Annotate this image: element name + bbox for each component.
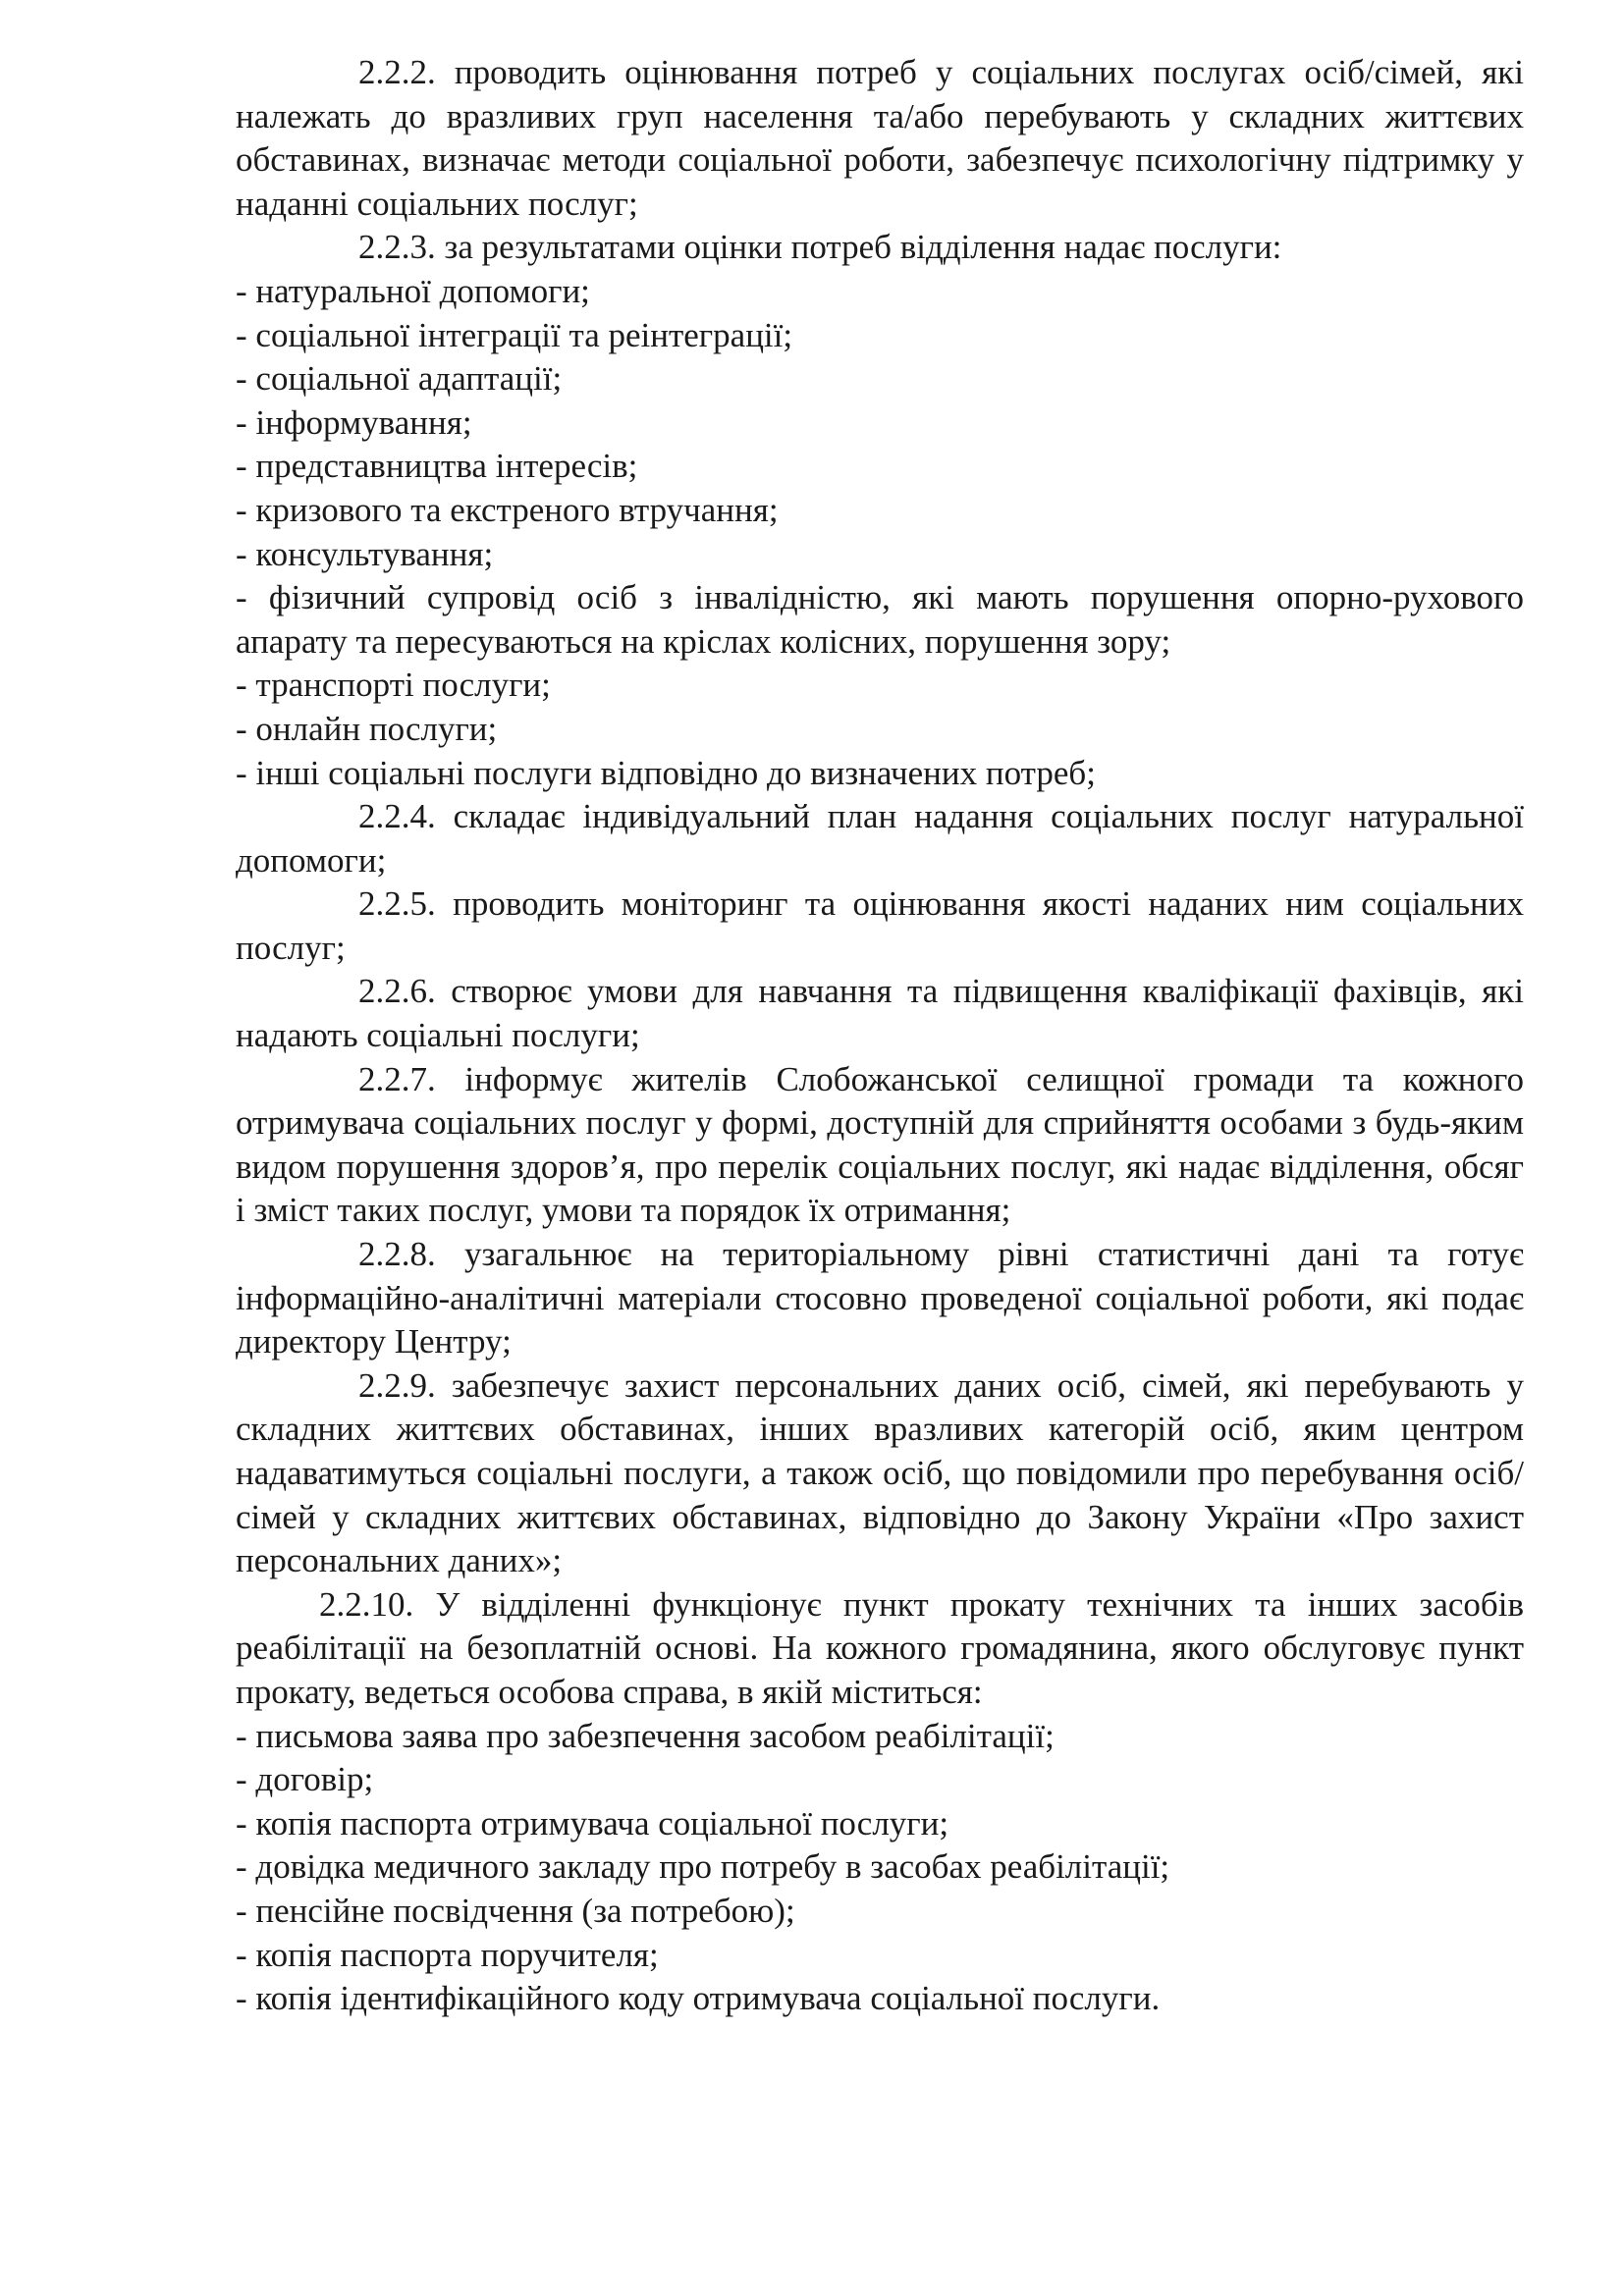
paragraph-2-2-8: 2.2.8. узагальнює на територіальному рівні статистичні дані та готує інформаційно-аналітичні матеріали стосовно проведеної соціальної роботи, які подає директору Центру;: [236, 1235, 1524, 1362]
list-item: - соціальної інтеграції та реінтеграції;: [236, 315, 793, 354]
list-item: - інші соціальні послуги відповідно до визначених потреб;: [236, 753, 1096, 792]
paragraph-2-2-7: 2.2.7. інформує жителів Слобожанської селищної громади та кожного отримувача соціальних послуг у формі, доступній для сприйняття особами з будь-яким видом порушення здоров’я, про перелік соціальних послуг, які надає відділення, обсяг і зміст таких послуг, умови та порядок їх отримання;: [236, 1059, 1524, 1230]
document-page: [236, 51, 1524, 2021]
list-item: - кризового та екстреного втручання;: [236, 490, 779, 529]
list-item: - фізичний супровід осіб з інвалідністю, які мають порушення опорно-рухового апарату та пересуваються на кріслах колісних, порушення зору;: [236, 578, 1524, 661]
list-item: - копія паспорта поручителя;: [236, 1935, 659, 1974]
paragraph-2-2-10: 2.2.10. У відділенні функціонує пункт прокату технічних та інших засобів реабілітації на безоплатній основі. На кожного громадянина, якого обслуговує пункт прокату, ведеться особова справа, в якій міститься:: [236, 1584, 1524, 1711]
paragraph-2-2-5: 2.2.5. проводить моніторинг та оцінювання якості наданих ним соціальних послуг;: [236, 884, 1524, 967]
list-item: - соціальної адаптації;: [236, 359, 563, 399]
list-item: - консультування;: [236, 534, 494, 573]
paragraph-2-2-6: 2.2.6. створює умови для навчання та підвищення кваліфікації фахівців, які надають соціальні послуги;: [236, 972, 1524, 1055]
paragraph-2-2-3: 2.2.3. за результатами оцінки потреб відділення надає послуги:: [358, 228, 1282, 267]
paragraph-2-2-2: 2.2.2. проводить оцінювання потреб у соціальних послугах осіб/сімей, які належать до вразливих груп населення та/або перебувають у складних життєвих обставинах, визначає методи соціальної роботи, забезпечує психологічну підтримку у наданні соціальних послуг;: [236, 53, 1524, 223]
list-item: - інформування;: [236, 402, 472, 442]
list-item: - довідка медичного закладу про потребу в засобах реабілітації;: [236, 1847, 1170, 1887]
paragraph-2-2-4: 2.2.4. складає індивідуальний план надання соціальних послуг натуральної допомоги;: [236, 797, 1524, 880]
list-item: - договір;: [236, 1760, 374, 1799]
list-item: - натуральної допомоги;: [236, 271, 590, 310]
list-item: - копія паспорта отримувача соціальної послуги;: [236, 1803, 949, 1842]
list-item: - пенсійне посвідчення (за потребою);: [236, 1891, 795, 1930]
list-item: - транспорті послуги;: [236, 666, 551, 705]
list-item: - письмова заява про забезпечення засобом реабілітації;: [236, 1716, 1055, 1755]
list-item: - онлайн послуги;: [236, 709, 498, 748]
list-item: - копія ідентифікаційного коду отримувача соціальної послуги.: [236, 1979, 1161, 2018]
paragraph-2-2-9: 2.2.9. забезпечує захист персональних даних осіб, сімей, які перебувають у складних життєвих обставинах, інших вразливих категорій осіб, яким центром надаватимуться соціальні послуги, а також осіб, що повідомили про перебування осіб/сімей у складних життєвих обставинах, відповідно до Закону України «Про захист персональних даних»;: [236, 1365, 1524, 1580]
list-item: - представництва інтересів;: [236, 447, 638, 486]
